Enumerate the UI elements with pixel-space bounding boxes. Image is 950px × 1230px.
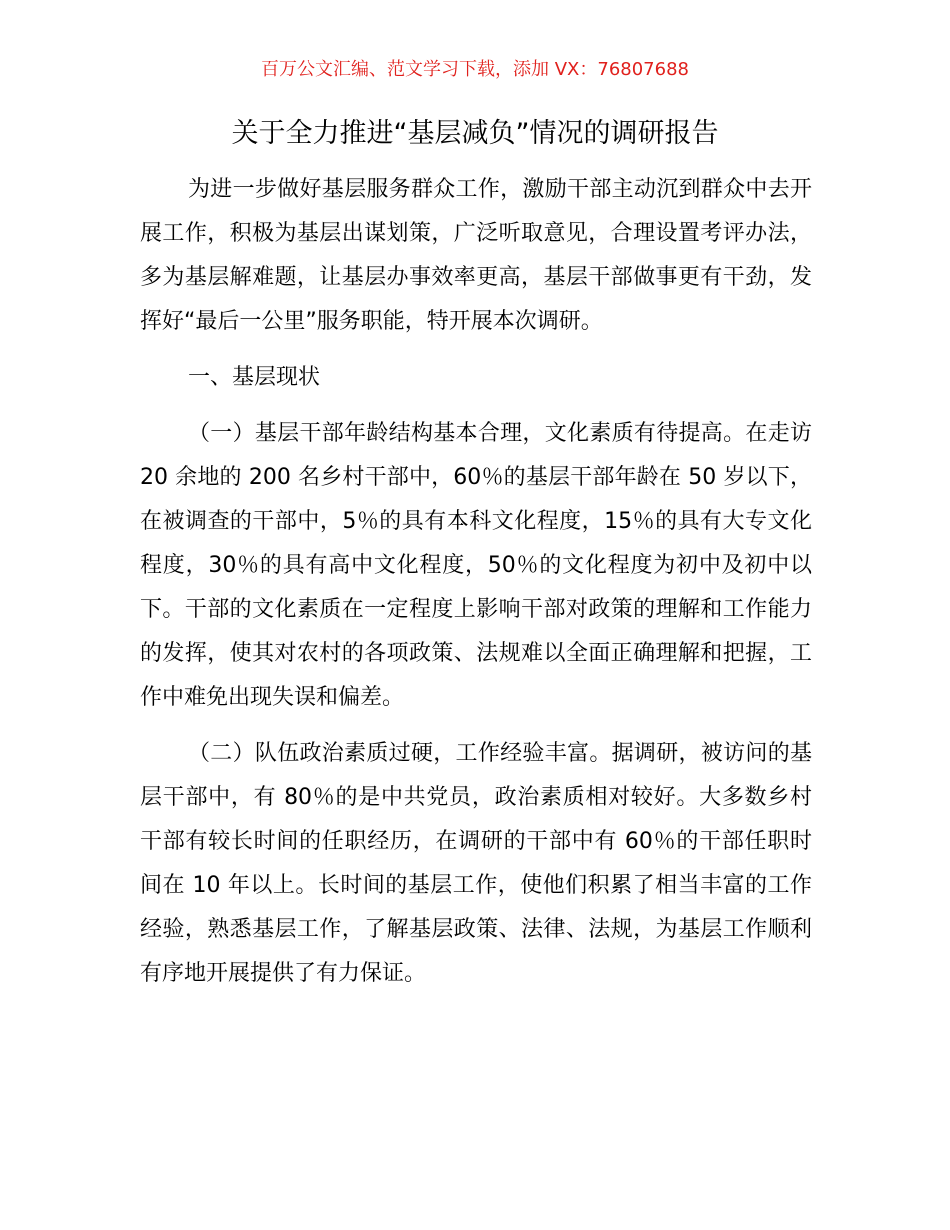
paragraph-political-quality: （二）队伍政治素质过硬，工作经验丰富。据调研，被访问的基层干部中，有 80％的是中共党员，政治素质相对较好。大多数乡村干部有较长时间的任职经历，在调研的干部中有 60％的干部任职时间在 10 年以上。长时间的基层工作，使他们积累了相当丰富的工作经验，熟悉基层工作，了解基层政策、法律、法规，为基层工作顺利有序地开展提供了有力保证。 — [140, 741, 812, 986]
document-body — [140, 168, 812, 996]
paragraph-age-structure: （一）基层干部年龄结构基本合理，文化素质有待提高。在走访 20 余地的 200 名乡村干部中，60％的基层干部年龄在 50 岁以下，在被调查的干部中，5％的具有本科文化程度，15％的具有大专文化程度，30％的具有高中文化程度，50％的文化程度为初中及初中以下。干部的文化素质在一定程度上影响干部对政策的理解和工作能力的发挥，使其对农村的各项政策、法规难以全面正确理解和把握，工作中难免出现失误和偏差。 — [140, 421, 812, 710]
page-title: 关于全力推进“基层减负”情况的调研报告 — [231, 118, 719, 149]
watermark-banner: 百万公文汇编、范文学习下载，添加 VX：76807688 — [261, 59, 689, 80]
intro-paragraph: 为进一步做好基层服务群众工作，激励干部主动沉到群众中去开展工作，积极为基层出谋划策，广泛听取意见，合理设置考评办法，多为基层解难题，让基层办事效率更高，基层干部做事更有干劲，发挥好“最后一公里”服务职能，特开展本次调研。 — [140, 177, 812, 334]
section-heading: 一、基层现状 — [188, 365, 321, 390]
